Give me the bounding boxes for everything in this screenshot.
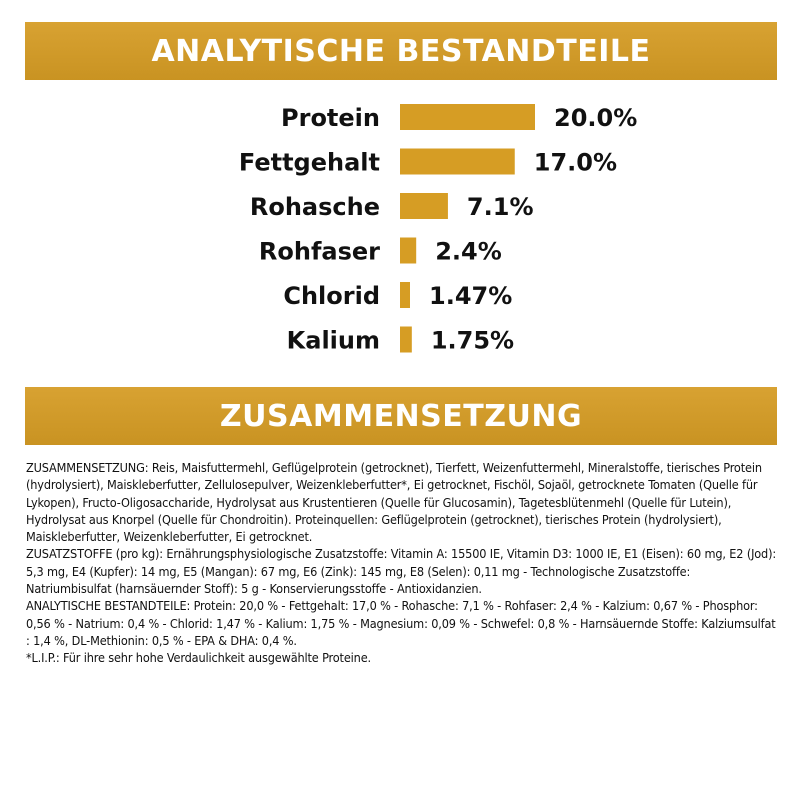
value-label-protein: 20.0%: [554, 104, 638, 132]
category-label-kalium: Kalium: [286, 326, 380, 355]
value-label-rohasche: 7.1%: [466, 193, 534, 221]
analysis-paragraph: ANALYTISCHE BESTANDTEILE: Protein: 20,0 % - Fettgehalt: 17,0 % - Rohasche: 7,1 % - Rohfaser: 2,4 % - Kalzium: 0,67 % - Phosphor: 0,56 % - Natrium: 0,4 % - Chlorid: 1,47 % - Kalium: 1,75 % - Magnesium: 0,09 % - Schwefel: 0,8 % - Harnsäuernde Stoffe: Kalziumsulfat : 1,4 %, DL-Methionin: 0,5 % - EPA & DHA: 0,4 %.: [26, 598, 776, 648]
bar-kalium: [400, 327, 412, 353]
category-label-fettgehalt: Fettgehalt: [238, 148, 380, 177]
composition-paragraph: ZUSAMMENSETZUNG: Reis, Maisfuttermehl, Geflügelprotein (getrocknet), Tierfett, Weizenfuttermehl, Mineralstoffe, tierisches Protein (hydrolysiert), Maiskleberfutter, Zellulosepulver, Weizenkleberfutter*, Ei getrocknet, Fischöl, Sojaöl, getrocknete Tomaten (Quelle für Lykopen), Fructo-Oligosaccharide, Hydrolysat aus Krustentieren (Quelle für Glucosamin), Tagetesblütenmehl (Quelle für Lutein), Hydrolysat aus Knorpel (Quelle für Chondroitin). Proteinquellen: Geflügelprotein (getrocknet), tierisches Protein (hydrolysiert), Maiskleberfutter, Weizenkleberfutter, Ei getrocknet.: [26, 460, 762, 545]
bar-chlorid: [400, 282, 410, 308]
category-label-rohasche: Rohasche: [249, 193, 380, 221]
bar-fettgehalt: [400, 149, 515, 175]
composition-text-block: [26, 459, 778, 667]
value-label-chlorid: 1.47%: [429, 282, 513, 310]
bar-protein: [400, 104, 535, 130]
category-label-rohfaser: Rohfaser: [258, 237, 380, 266]
footnote-paragraph: *L.I.P.: Für ihre sehr hohe Verdaulichkeit ausgewählte Proteine.: [26, 650, 371, 666]
composition-header-title: ZUSAMMENSETZUNG: [219, 398, 583, 434]
analysis-header-title: ANALYTISCHE BESTANDTEILE: [151, 33, 651, 69]
bar-rohasche: [400, 193, 448, 219]
nutrient-bar-chart: [0, 0, 800, 380]
value-label-kalium: 1.75%: [430, 326, 515, 355]
additives-paragraph: ZUSATZSTOFFE (pro kg): Ernährungsphysiologische Zusatzstoffe: Vitamin A: 15500 IE, Vitamin D3: 1000 IE, E1 (Eisen): 60 mg, E2 (Jod): 5,3 mg, E4 (Kupfer): 14 mg, E5 (Mangan): 67 mg, E6 (Zink): 145 mg, E8 (Selen): 0,11 mg - Technologische Zusatzstoffe: Natriumbisulfat (harnsäuernder Stoff): 5 g - Konservierungsstoffe - Antioxidanzien.: [26, 546, 777, 597]
value-label-rohfaser: 2.4%: [435, 237, 502, 266]
bar-rohfaser: [400, 238, 416, 264]
category-label-chlorid: Chlorid: [283, 282, 380, 310]
value-label-fettgehalt: 17.0%: [533, 148, 618, 177]
category-label-protein: Protein: [281, 104, 380, 132]
composition-header-banner: [25, 387, 777, 445]
